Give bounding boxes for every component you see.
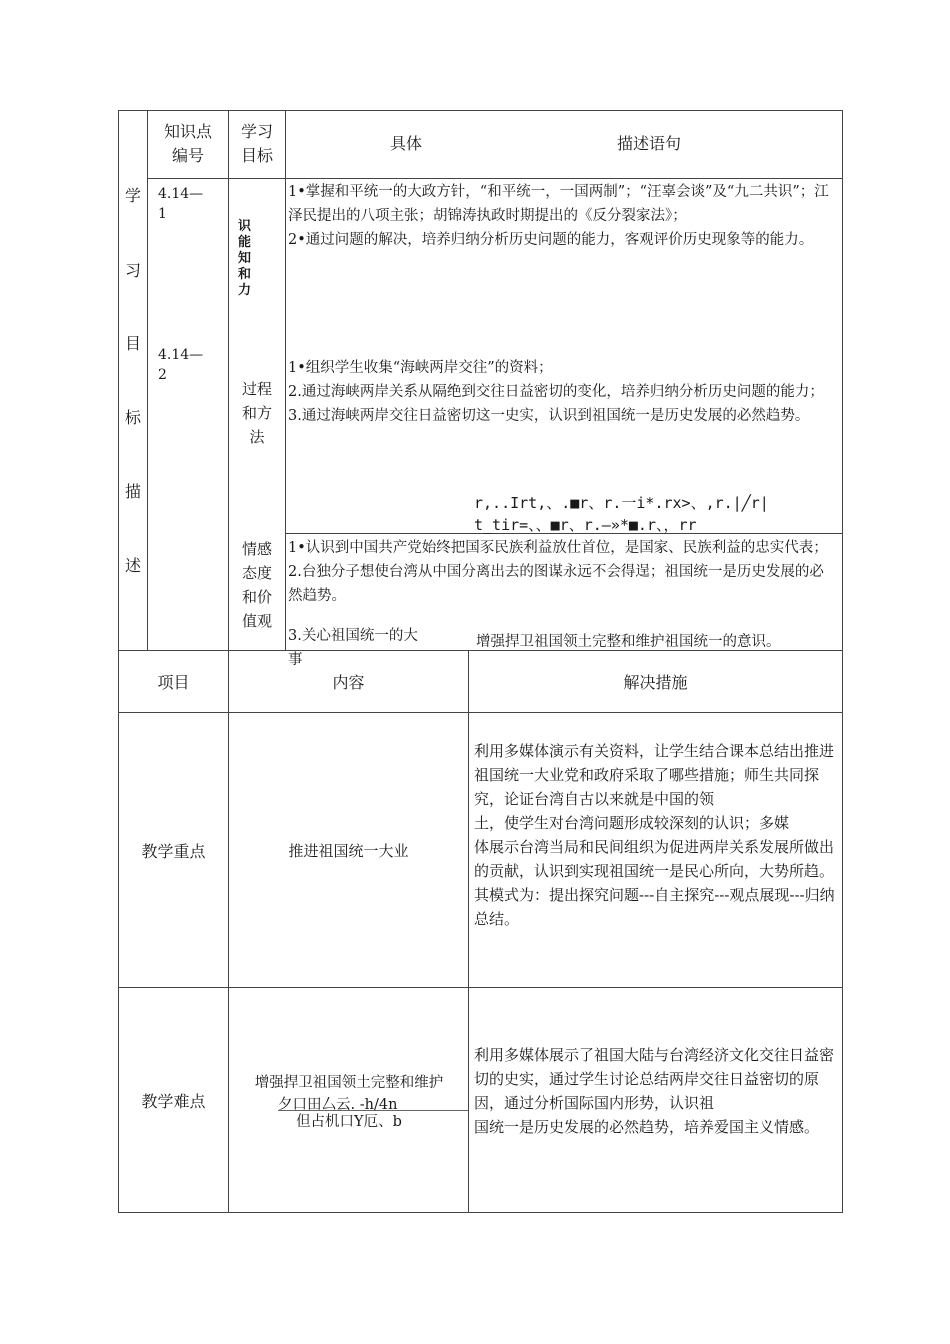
- side-char: 习: [124, 261, 141, 280]
- header-desc-right: 描述语句: [617, 134, 682, 153]
- header-desc-left: 具体: [390, 134, 423, 153]
- header-goal: 学习 目标: [240, 122, 273, 165]
- knowledge-text: 1•掌握和平统一的大政方针，“和平统一，一国两制”；“汪辜会谈”及“九二共识”；江泽民提出的八项主张；胡锦涛执政时期提出的《反分裂家法》； 2•通过问题的解决，培养归纳分析历史问题的能力，客观评价历史现象等的能力。: [288, 184, 829, 248]
- header-measures: 解决措施: [623, 673, 688, 692]
- side-char: 述: [124, 556, 141, 575]
- header-point-id: 知识点 编号: [163, 122, 212, 165]
- header-content: 内容: [332, 673, 365, 692]
- row-key-point-label: 教学重点: [141, 841, 206, 861]
- emotion-item3-left: 3.关心祖国统一的大 事: [288, 628, 418, 668]
- emotion-item3-right: 增强捍卫祖国领土完整和维护祖国统一的意识。: [476, 634, 781, 650]
- side-char: 学: [124, 186, 141, 205]
- row-difficulty-content-1: 增强捍卫祖国领土完整和维护: [254, 1075, 444, 1091]
- garbled-line-2: t_tir=、、■r、r.—»*■.r、，rr: [474, 516, 697, 534]
- header-item: 项目: [157, 673, 190, 692]
- side-char: 标: [124, 408, 141, 427]
- goal-emotion: 情感 态度 和价 值观: [241, 540, 272, 630]
- goal-process: 过程 和方 法: [241, 380, 272, 446]
- row-difficulty-label: 教学难点: [141, 1091, 206, 1111]
- side-char: 描: [124, 482, 141, 501]
- row-key-point-content: 推进祖国统一大业: [288, 841, 409, 860]
- row-difficulty-content-3: 但占机口Y厄、b: [296, 1114, 402, 1130]
- goal-knowledge: 识 能 知 和 力: [238, 219, 252, 298]
- row-difficulty-content-2: 夕口田厶云. -h/4n: [278, 1097, 398, 1113]
- garbled-line-1: r,..Irt,、.■r、r.一i*.rx>、,r.|╱r|: [474, 494, 769, 512]
- row-key-point-measures: 利用多媒体演示有关资料，让学生结合课本总结出推进祖国统一大业党和政府采取了哪些措施；师生共同探究，论证台湾自古以来就是中国的领 土，使学生对台湾问题形成较深刻的认识；多媒 体展示台湾当局和民间组织为促进两岸关系发展所做出的贡献，认识到实现祖国统一是民心所向，大势所趋。其模式为：提出探究问题---自主探究---观点展现---归纳总结。: [474, 742, 835, 928]
- emotion-text: 1•认识到中国共产党始终把国豕民族利益放仕首位，是国家、民族利益的忠实代表； 2.台独分子想使台湾从中国分离出去的图谋永远不会得逞；祖国统一是历史发展的必然趋势。: [288, 540, 828, 604]
- point-id-1: 4.14— 1: [158, 186, 204, 222]
- point-id-2: 4.14— 2: [158, 347, 204, 383]
- side-char: 目: [124, 334, 141, 353]
- process-text: 1•组织学生收集“海峡两岸交往”的资料； 2.通过海峡两岸关系从隔绝到交往日益密切的变化，培养归纳分析历史问题的能力； 3.通过海峡两岸交往日益密切这一史实，认识到祖国统一是历史发展的必然趋势。: [288, 360, 824, 424]
- row-difficulty-measures: 利用多媒体展示了祖国大陆与台湾经济文化交往日益密切的史实，通过学生讨论总结两岸交往日益密切的原因，通过分析国际国内形势，认识祖 国统一是历史发展的必然趋势，培养爱国主义情感。: [474, 1046, 835, 1136]
